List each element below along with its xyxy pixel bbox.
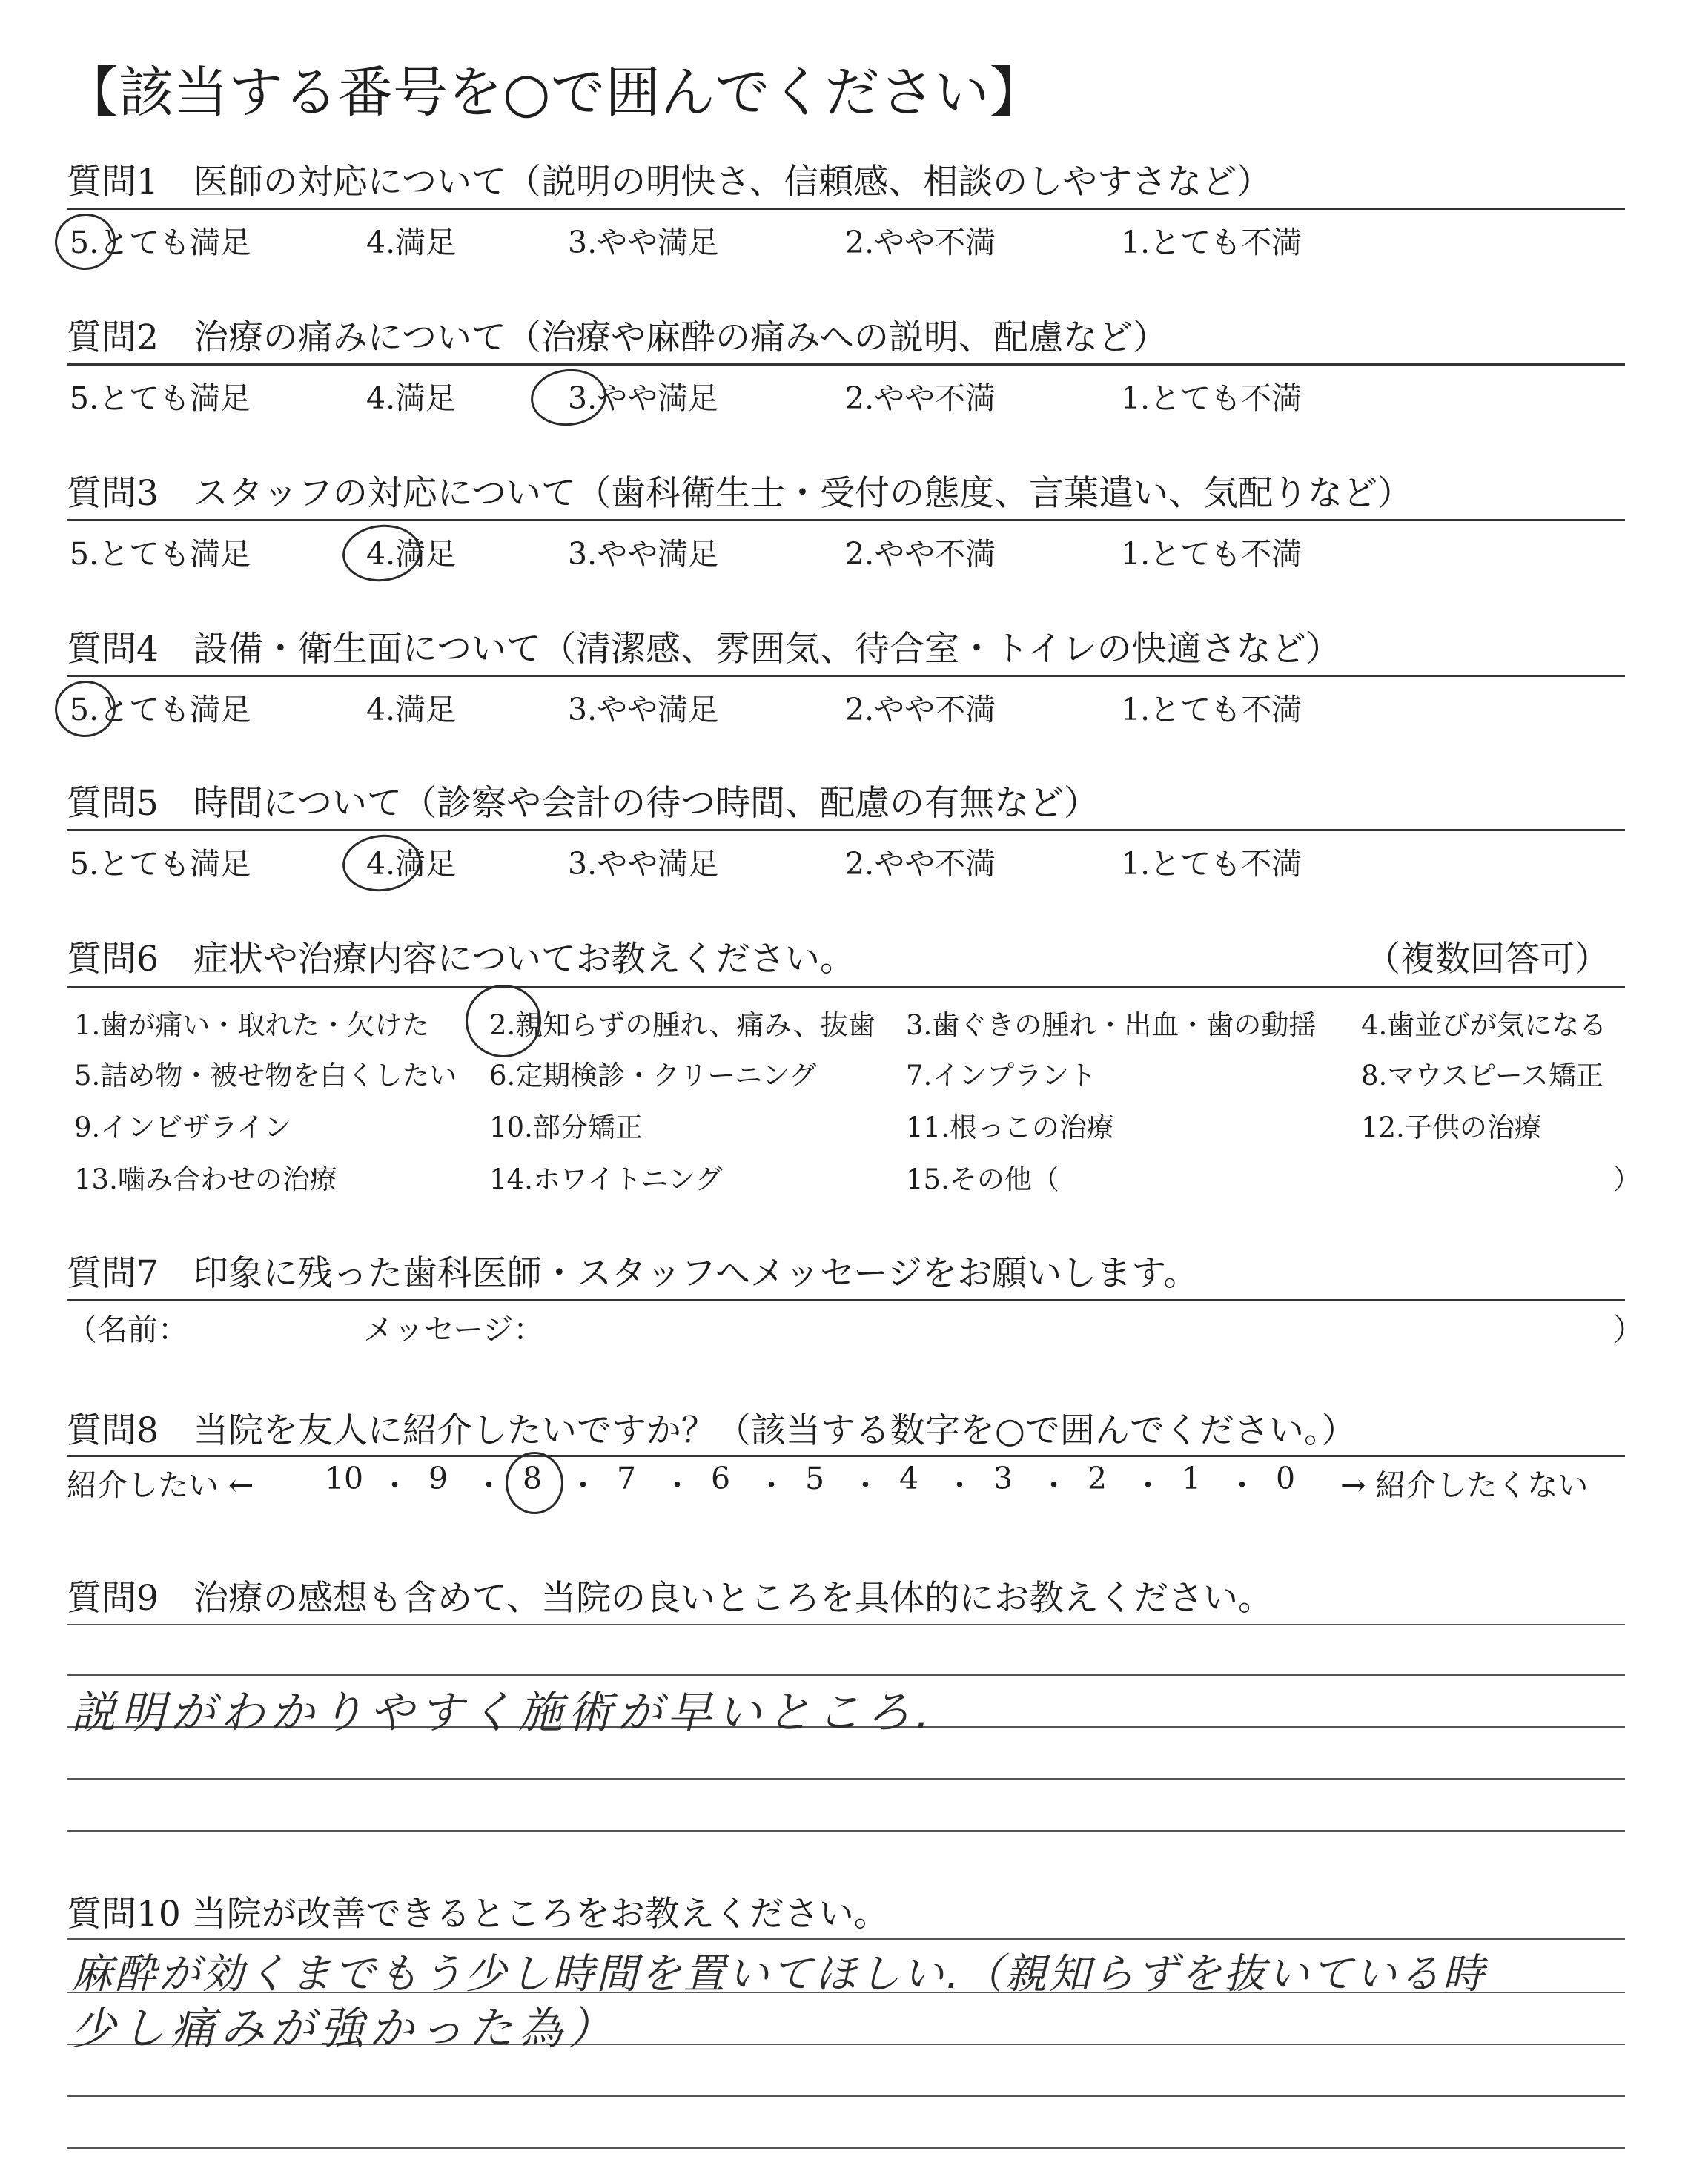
scale-separator: ・ <box>850 1467 881 1503</box>
q3-option-3[interactable]: 3.やや満足 <box>568 536 719 572</box>
q4-option-3[interactable]: 3.やや満足 <box>568 692 719 727</box>
scale-separator: ・ <box>1039 1467 1069 1503</box>
q4-title: 質問4 設備・衛生面について（清潔感、雰囲気、待合室・トイレの快適さなど） <box>67 629 1341 670</box>
q3-option-2[interactable]: 2.やや不満 <box>845 536 996 572</box>
q10-line-5 <box>67 2147 1625 2149</box>
q8-title: 質問8 当院を友人に紹介したいですか？（該当する数字を○で囲んでください。） <box>67 1410 1357 1451</box>
q1-option-2[interactable]: 2.やや不満 <box>845 225 996 260</box>
q1-title: 質問1 医師の対応について（説明の明快さ、信頼感、相談のしやすさなど） <box>67 162 1272 202</box>
scale-separator: ・ <box>944 1467 975 1503</box>
q5-option-1[interactable]: 1.とても不満 <box>1121 846 1302 882</box>
scale-value-7[interactable]: 7 <box>616 1461 637 1496</box>
q4-option-5[interactable]: 5.とても満足 <box>70 692 251 727</box>
q5-option-5[interactable]: 5.とても満足 <box>70 846 251 882</box>
q4-rule <box>67 675 1625 677</box>
q7-title: 質問7 印象に残った歯科医師・スタッフへメッセージをお願いします。 <box>67 1253 1199 1294</box>
q6-rule <box>67 986 1625 988</box>
q1-option-3[interactable]: 3.やや満足 <box>568 225 719 260</box>
q2-option-1[interactable]: 1.とても不満 <box>1121 380 1302 416</box>
q1-option-1[interactable]: 1.とても不満 <box>1121 225 1302 260</box>
scale-value-6[interactable]: 6 <box>710 1461 731 1496</box>
q6-option-10[interactable]: 10.部分矯正 <box>489 1112 643 1143</box>
q6-option-11[interactable]: 11.根っこの治療 <box>906 1112 1114 1143</box>
q7-message-label: メッセージ： <box>363 1312 544 1347</box>
scale-value-4[interactable]: 4 <box>898 1461 919 1496</box>
q9-line-4 <box>67 1778 1625 1780</box>
form-header: 【該当する番号を○で囲んでください】 <box>64 61 1045 125</box>
q1-rule <box>67 208 1625 210</box>
q6-option-9[interactable]: 9.インビザライン <box>74 1112 292 1143</box>
q3-option-5[interactable]: 5.とても満足 <box>70 536 251 572</box>
q6-option-5[interactable]: 5.詰め物・被せ物を白くしたい <box>74 1060 457 1091</box>
q8-right-label: → 紹介したくない <box>1340 1467 1589 1503</box>
q6-option-4[interactable]: 4.歯並びが気になる <box>1361 1009 1607 1041</box>
q2-title: 質問2 治療の痛みについて（治療や麻酔の痛みへの説明、配慮など） <box>67 317 1168 358</box>
q10-line-4 <box>67 2095 1625 2097</box>
q6-option-7[interactable]: 7.インプラント <box>906 1060 1097 1091</box>
scale-separator: ・ <box>662 1467 692 1503</box>
q3-title: 質問3 スタッフの対応について（歯科衛生士・受付の態度、言葉遣い、気配りなど） <box>67 473 1412 514</box>
q2-option-3[interactable]: 3.やや満足 <box>568 380 719 416</box>
q3-option-4[interactable]: 4.満足 <box>366 536 457 572</box>
q6-option-2[interactable]: 2.親知らずの腫れ、痛み、抜歯 <box>489 1009 875 1041</box>
q5-option-3[interactable]: 3.やや満足 <box>568 846 719 882</box>
q6-title: 質問6 症状や治療内容についてお教えください。 <box>67 939 855 980</box>
q8-left-label: 紹介したい ← <box>67 1467 254 1503</box>
q4-option-2[interactable]: 2.やや不満 <box>845 692 996 727</box>
scale-value-10[interactable]: 10 <box>324 1461 364 1496</box>
q10-line-1 <box>67 1938 1625 1940</box>
q2-option-5[interactable]: 5.とても満足 <box>70 380 251 416</box>
q5-title: 質問5 時間について（診察や会計の待つ時間、配慮の有無など） <box>67 783 1099 824</box>
scale-value-3[interactable]: 3 <box>993 1461 1013 1496</box>
scale-value-5[interactable]: 5 <box>804 1461 825 1496</box>
q6-option-14[interactable]: 14.ホワイトニング <box>489 1163 723 1195</box>
q6-option-13[interactable]: 13.噛み合わせの治療 <box>74 1163 337 1195</box>
scale-value-2[interactable]: 2 <box>1087 1461 1108 1496</box>
q9-line-2 <box>67 1674 1625 1676</box>
q7-name-label: （名前： <box>67 1312 188 1347</box>
q3-option-1[interactable]: 1.とても不満 <box>1121 536 1302 572</box>
scale-value-8[interactable]: 8 <box>522 1461 543 1496</box>
q6-option-1[interactable]: 1.歯が痛い・取れた・欠けた <box>74 1009 430 1041</box>
q2-option-2[interactable]: 2.やや不満 <box>845 380 996 416</box>
q10-title: 質問10 当院が改善できるところをお教えください。 <box>67 1894 889 1935</box>
q6-option-8[interactable]: 8.マウスピース矯正 <box>1361 1060 1603 1091</box>
q6-note: （複数回答可） <box>1366 939 1609 980</box>
q5-option-2[interactable]: 2.やや不満 <box>845 846 996 882</box>
q6-option-6[interactable]: 6.定期検診・クリーニング <box>489 1060 817 1091</box>
scale-separator: ・ <box>1133 1467 1163 1503</box>
q2-option-4[interactable]: 4.満足 <box>366 380 457 416</box>
scale-separator: ・ <box>1227 1467 1257 1503</box>
q7-close: ） <box>1613 1312 1644 1347</box>
q5-rule <box>67 829 1625 831</box>
q8-rule <box>67 1455 1625 1457</box>
scale-value-1[interactable]: 1 <box>1181 1461 1202 1496</box>
q5-option-4[interactable]: 4.満足 <box>366 846 457 882</box>
scale-value-9[interactable]: 9 <box>428 1461 448 1496</box>
q9-line-1 <box>67 1624 1625 1625</box>
q10-handwritten-answer: 麻酔が効くまでもう少し時間を置いてほしい.（親知らずを抜いている時 <box>71 1950 1486 1998</box>
q1-option-5[interactable]: 5.とても満足 <box>70 225 251 260</box>
q6-option-12[interactable]: 12.子供の治療 <box>1361 1112 1542 1143</box>
q9-handwritten-answer: 説明がわかりやすく施術が早いところ. <box>71 1687 936 1739</box>
q6-option-3[interactable]: 3.歯ぐきの腫れ・出血・歯の動揺 <box>906 1009 1317 1041</box>
q6-other-close: ） <box>1613 1163 1641 1195</box>
scale-separator: ・ <box>568 1467 598 1503</box>
q10-handwritten-answer: 少し痛みが強かった為） <box>71 2003 618 2055</box>
q6-option-15[interactable]: 15.その他（ <box>906 1163 1059 1195</box>
q4-option-4[interactable]: 4.満足 <box>366 692 457 727</box>
q9-line-5 <box>67 1830 1625 1832</box>
scale-separator: ・ <box>756 1467 787 1503</box>
scale-value-0[interactable]: 0 <box>1275 1461 1296 1496</box>
q4-option-1[interactable]: 1.とても不満 <box>1121 692 1302 727</box>
scale-separator: ・ <box>474 1467 504 1503</box>
scale-separator: ・ <box>380 1467 410 1503</box>
q9-title: 質問9 治療の感想も含めて、当院の良いところを具体的にお教えください。 <box>67 1578 1273 1619</box>
q7-rule <box>67 1299 1625 1301</box>
q3-rule <box>67 519 1625 521</box>
q1-option-4[interactable]: 4.満足 <box>366 225 457 260</box>
q2-rule <box>67 363 1625 366</box>
